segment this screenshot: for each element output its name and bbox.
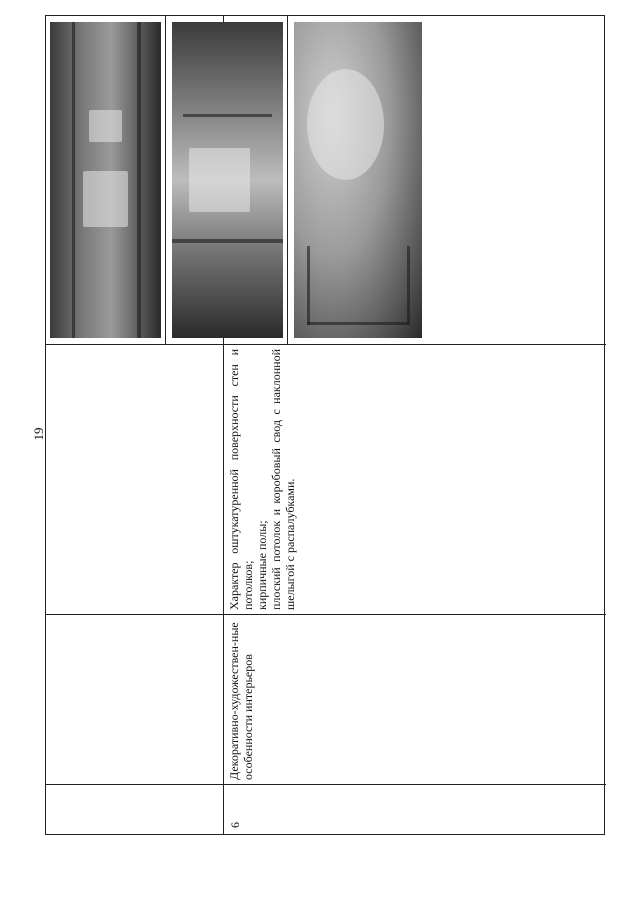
photo-frame [46,16,166,344]
row-number: 6 [224,784,606,834]
interior-wall-photo [50,22,161,338]
photo-cell [46,16,223,344]
cell-empty [224,16,606,344]
cell-empty [46,784,223,834]
page-number: 19 [31,427,46,441]
cell-empty [46,614,223,784]
monument-description-table [45,15,605,835]
description-line: Характер оштукатуренной поверхности стен и потолков; [227,349,255,610]
row-label: Декоративно-художествен-ные особенности интерьеров [224,614,606,784]
table-row [224,16,606,834]
description-line: кирпичные полы; [255,520,269,610]
table-row-empty [46,16,224,834]
row-description [224,344,606,614]
description-line: плоский потолок и коробовый свод с наклонной шелыгой с распалубками. [269,349,297,610]
cell-empty [46,344,223,614]
